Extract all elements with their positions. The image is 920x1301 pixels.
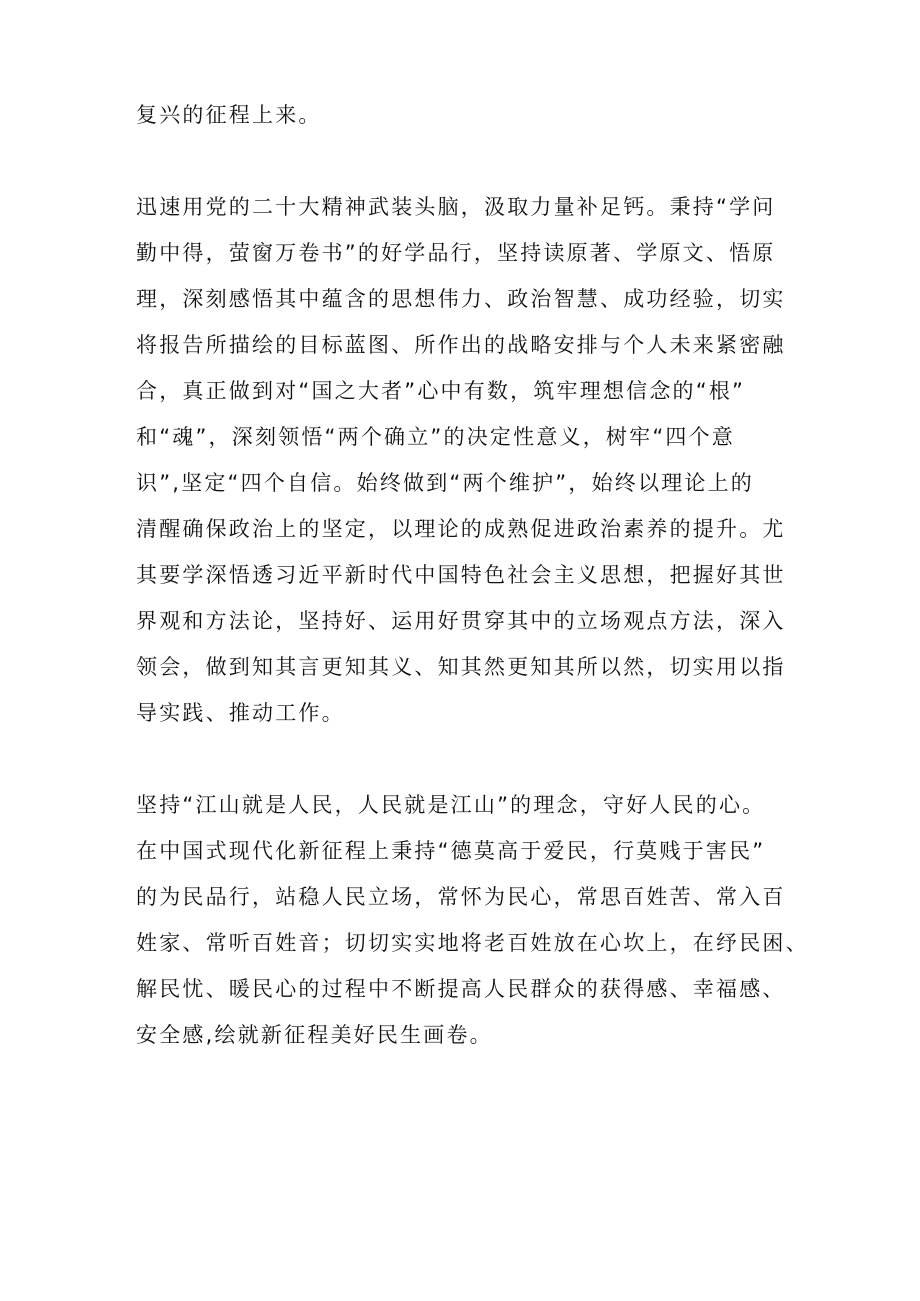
text-line: 迅速用党的二十大精神武装头脑，汲取力量补足钙。秉持“学问: [136, 195, 776, 219]
text-line: 其要学深悟透习近平新时代中国特色社会主义思想，把握好其世: [136, 563, 786, 587]
paragraph-2: [136, 184, 796, 736]
text-line: 的为民品行，站稳人民立场，常怀为民心，常思百姓苦、常入百: [136, 885, 786, 909]
text-line: 安全感,绘就新征程美好民生画卷。: [136, 1023, 493, 1047]
text-line: 和“魂”，深刻领悟“两个确立”的决定性意义，树牢“四个意: [136, 425, 735, 449]
text-line: 合，真正做到对“国之大者”心中有数，筑牢理想信念的“根”: [136, 379, 746, 403]
paragraph-gap: [136, 138, 796, 184]
paragraph-gap: [136, 736, 796, 782]
text-line: 界观和方法论，坚持好、运用好贯穿其中的立场观点方法，深入: [136, 609, 786, 633]
text-line: 姓家、常听百姓音；切切实实地将老百姓放在心坎上，在纾民困、: [136, 931, 809, 955]
text-line: 解民忧、暖民心的过程中不断提高人民群众的获得感、幸福感、: [136, 977, 786, 1001]
document-body: [136, 92, 809, 1058]
text-line: 识”,坚定“四个自信。始终做到“两个维护”，始终以理论上的: [136, 471, 754, 495]
text-line: 复兴的征程上来。: [136, 103, 322, 127]
text-line: 清醒确保政治上的坚定，以理论的成熟促进政治素养的提升。尤: [136, 517, 786, 541]
text-line: 领会，做到知其言更知其义、知其然更知其所以然，切实用以指: [136, 655, 786, 679]
paragraph-1: [136, 92, 796, 138]
text-line: 导实践、推动工作。: [136, 701, 345, 725]
text-line: 勤中得，萤窗万卷书”的好学品行，坚持读原著、学原文、悟原: [136, 241, 776, 265]
text-line: 坚持“江山就是人民，人民就是江山”的理念，守好人民的心。: [136, 793, 766, 817]
paragraph-3: [136, 782, 809, 1058]
text-line: 将报告所描绘的目标蓝图、所作出的战略安排与个人未来紧密融: [136, 333, 786, 357]
text-line: 在中国式现代化新征程上秉持“德莫高于爱民，行莫贱于害民”: [136, 839, 766, 863]
text-line: 理，深刻感悟其中蕴含的思想伟力、政治智慧、成功经验，切实: [136, 287, 786, 311]
